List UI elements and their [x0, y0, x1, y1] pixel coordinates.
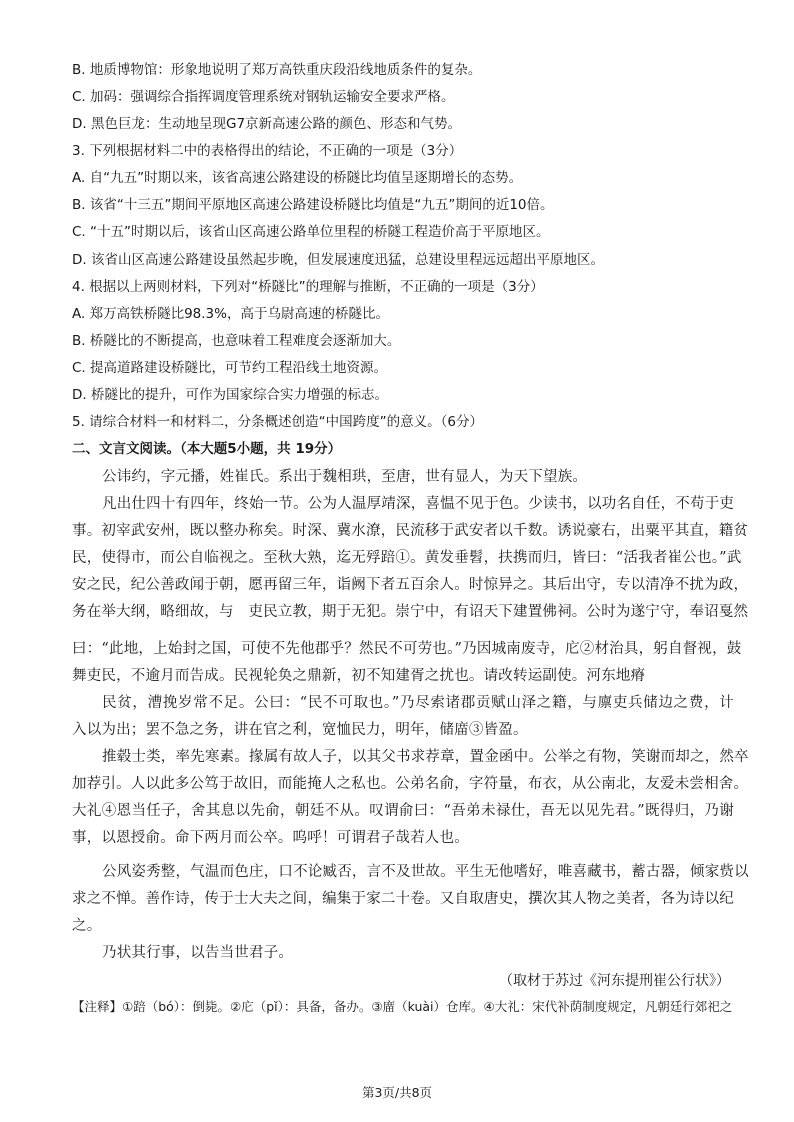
q3-option-c: C. “十五”时期以后，该省山区高速公路单位里程的桥隧工程造价高于平原地区。	[72, 224, 550, 240]
q4-option-b: B. 桥隧比的不断提高，也意味着工程难度会逐渐加大。	[72, 333, 401, 349]
q2-option-d: D. 黑色巨龙：生动地呈现G7京新高速公路的颜色、形态和气势。	[72, 116, 462, 132]
annotation-notes: 【注释】①踣（bó）：倒毙。②庀（pǐ）：具备，备办。③庿（kuài）仓库。④大礼：宋代补荫制度规定，凡朝廷行郊祀之	[72, 999, 733, 1014]
q3-option-a: A. 自“九五”时期以来，该省高速公路建设的桥隧比均值呈逐期增长的态势。	[72, 170, 523, 186]
classical-para-2-line-2: 事。初宰武安州，既以整办称矣。时深、冀水潦，民流移于武安者以千数。诱说豪右，出粟平其直，籍贫	[72, 523, 749, 539]
source-citation: （取材于苏过《河东提刑崔公行状》）	[499, 973, 730, 989]
q2-option-b: B. 地质博物馆：形象地说明了郑万高铁重庆段沿线地质条件的复杂。	[72, 62, 482, 78]
classical-para-3-line-1: 民贫，漕挽岁常不足。公曰：“民不可取也。”乃尽索诸郡贡赋山泽之籍，与廪吏兵储边之费，计	[102, 695, 734, 711]
classical-para-5-line-3: 之。	[72, 918, 102, 934]
classical-para-4-line-4: 事，以恩授俞。命下两月而公卒。呜呼！可谓君子哉若人也。	[72, 830, 469, 846]
q3-stem: 3. 下列根据材料二中的表格得出的结论，不正确的一项是（3分）	[72, 143, 463, 159]
q3-option-d: D. 该省山区高速公路建设虽然起步晚，但发展速度迅猛，总建设里程远远超出平原地区。	[72, 252, 604, 268]
classical-para-4-line-1: 推毂士类，率先寒素。掾属有故人子，以其父书求荐章，置金函中。公举之有物，笑谢而却之，然卒	[102, 749, 749, 765]
classical-para-5-line-1: 公风姿秀整，气温而色庄，口不论臧否，言不及世故。平生无他嗜好，唯喜藏书，蓄古器，倾家赀以	[102, 864, 749, 880]
q5-stem: 5. 请综合材料一和材料二，分条概述创造“中国跨度”的意义。（6分）	[72, 414, 483, 430]
classical-para-4-line-2: 加荐引。人以此多公笃于故旧，而能掩人之私也。公弟名俞，字符量，布衣，从公南北，友爱未尝相舍。	[72, 776, 749, 792]
classical-para-2-line-1: 凡出仕四十有四年，终始一节。公为人温厚靖深，喜愠不见于色。少读书，以功名自任，不苟于吏	[102, 496, 735, 512]
classical-para-2-line-7: 舞吏民，不逾月而告成。民视轮奂之鼎新，初不知建胥之扰也。请改转运副使。河东地瘠	[72, 668, 646, 684]
classical-para-6: 乃状其行事，以告当世君子。	[102, 945, 294, 961]
q4-option-d: D. 桥隧比的提升，可作为国家综合实力增强的标志。	[72, 387, 388, 403]
classical-para-2-line-4: 安之民，纪公善政闻于朝，愿再留三年，诣阙下者五百余人。时惊异之。其后出守，专以清净不扰为政，	[72, 577, 749, 593]
classical-para-4-line-3: 大礼④恩当任子，舍其息以先俞，朝廷不从。叹谓俞曰：“吾弟未禄仕，吾无以见先君。”既得归，乃谢	[72, 803, 734, 819]
section-two-heading: 二、文言文阅读。（本大题5小题，共 19分）	[72, 441, 342, 457]
classical-para-2-line-3: 民，使得市，而公自临视之。至秋大熟，迄无殍踣①。黄发垂髫，扶携而归，皆曰：“活我者崔公也。”武	[72, 550, 742, 566]
q4-option-a: A. 郑万高铁桥隧比98.3%，高于乌尉高速的桥隧比。	[72, 306, 389, 322]
page-footer: 第3页/共8页	[361, 1085, 433, 1100]
classical-para-2-line-6: 曰：“此地，上始封之国，可使不先他郡乎？然民不可劳也。”乃因城南废寺，庀②材治具，躬自督视，鼓	[72, 641, 742, 657]
classical-para-3-line-2: 入以为出；罢不急之务，讲在官之利，宽恤民力，明年，储庿③皆盈。	[72, 722, 528, 738]
q4-option-c: C. 提高道路建设桥隧比，可节约工程沿线土地资源。	[72, 360, 388, 376]
classical-para-5-line-2: 求之不惮。善作诗，传于士大夫之间，编集于家二十卷。又自取唐史，撰次其人物之美者，各为诗以纪	[72, 891, 734, 907]
q2-option-c: C. 加码：强调综合指挥调度管理系统对钢轨运输安全要求严格。	[72, 89, 455, 105]
classical-para-2-line-5: 务在举大纲，略细故，与 吏民立教，期于无犯。崇宁中，有诏天下建置佛祠。公时为遂宁守，奉诏戛然	[72, 604, 749, 620]
q3-option-b: B. 该省“十三五”期间平原地区高速公路建设桥隧比均值是“九五”期间的近10倍。	[72, 197, 554, 213]
q4-stem: 4. 根据以上两则材料，下列对“桥隧比”的理解与推断，不正确的一项是（3分）	[72, 279, 544, 295]
classical-para-1: 公讳约，字元播，姓崔氏。系出于魏相珙，至唐，世有显人，为天下望族。	[102, 469, 588, 485]
